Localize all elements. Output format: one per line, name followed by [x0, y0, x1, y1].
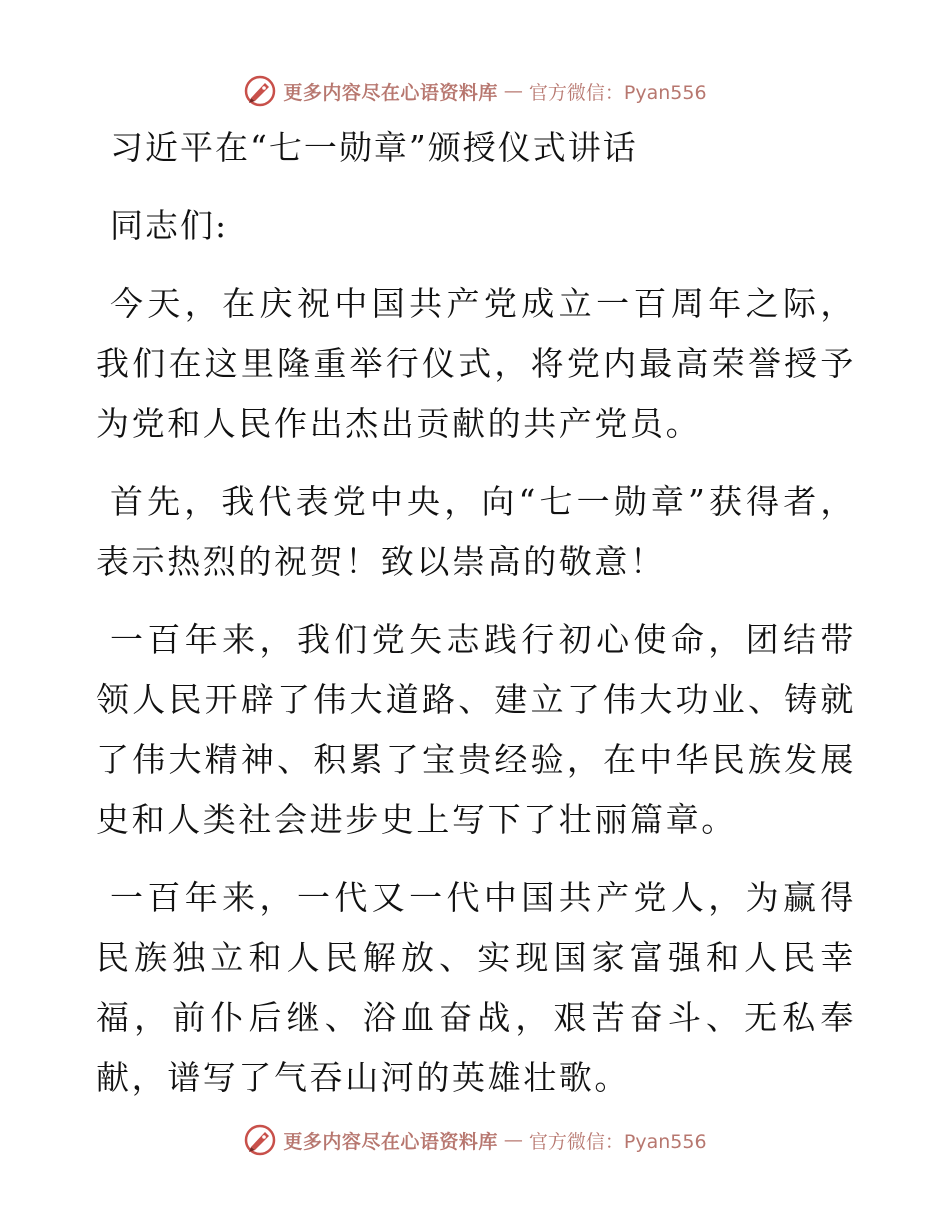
document-title: 习近平在“七一勋章”颁授仪式讲话 — [110, 128, 638, 167]
header-banner — [0, 71, 950, 111]
pen-nib-logo-icon — [243, 74, 277, 108]
pen-nib-logo-icon — [243, 1123, 277, 1157]
paragraph-1: 今天，在庆祝中国共产党成立一百周年之际，我们在这里隆重举行仪式，将党内最高荣誉授予为党和人民作出杰出贡献的共产党员。 — [96, 284, 856, 443]
header-banner-separator: — — [503, 80, 523, 102]
header-banner-text: 更多内容尽在心语资料库 — [283, 81, 498, 104]
paragraph-2: 首先，我代表党中央，向“七一勋章”获得者，表示热烈的祝贺！致以崇高的敬意！ — [96, 482, 856, 581]
paragraph-3: 一百年来，我们党矢志践行初心使命，团结带领人民开辟了伟大道路、建立了伟大功业、铸就了伟大精神、积累了宝贵经验，在中华民族发展史和人类社会进步史上写下了壮丽篇章。 — [96, 620, 856, 839]
paragraph-4: 一百年来，一代又一代中国共产党人，为赢得民族独立和人民解放、实现国家富强和人民幸福，前仆后继、浴血奋战，艰苦奋斗、无私奉献，谱写了气吞山河的英雄壮歌。 — [96, 878, 856, 1097]
footer-banner-text: 更多内容尽在心语资料库 — [283, 1130, 498, 1153]
footer-banner-wechat: 官方微信：Pyan556 — [528, 1130, 707, 1153]
footer-banner-separator: — — [503, 1129, 523, 1151]
document-greeting: 同志们: — [110, 206, 229, 245]
footer-banner — [0, 1120, 950, 1160]
document-body — [96, 118, 856, 1108]
header-banner-wechat: 官方微信：Pyan556 — [528, 81, 707, 104]
